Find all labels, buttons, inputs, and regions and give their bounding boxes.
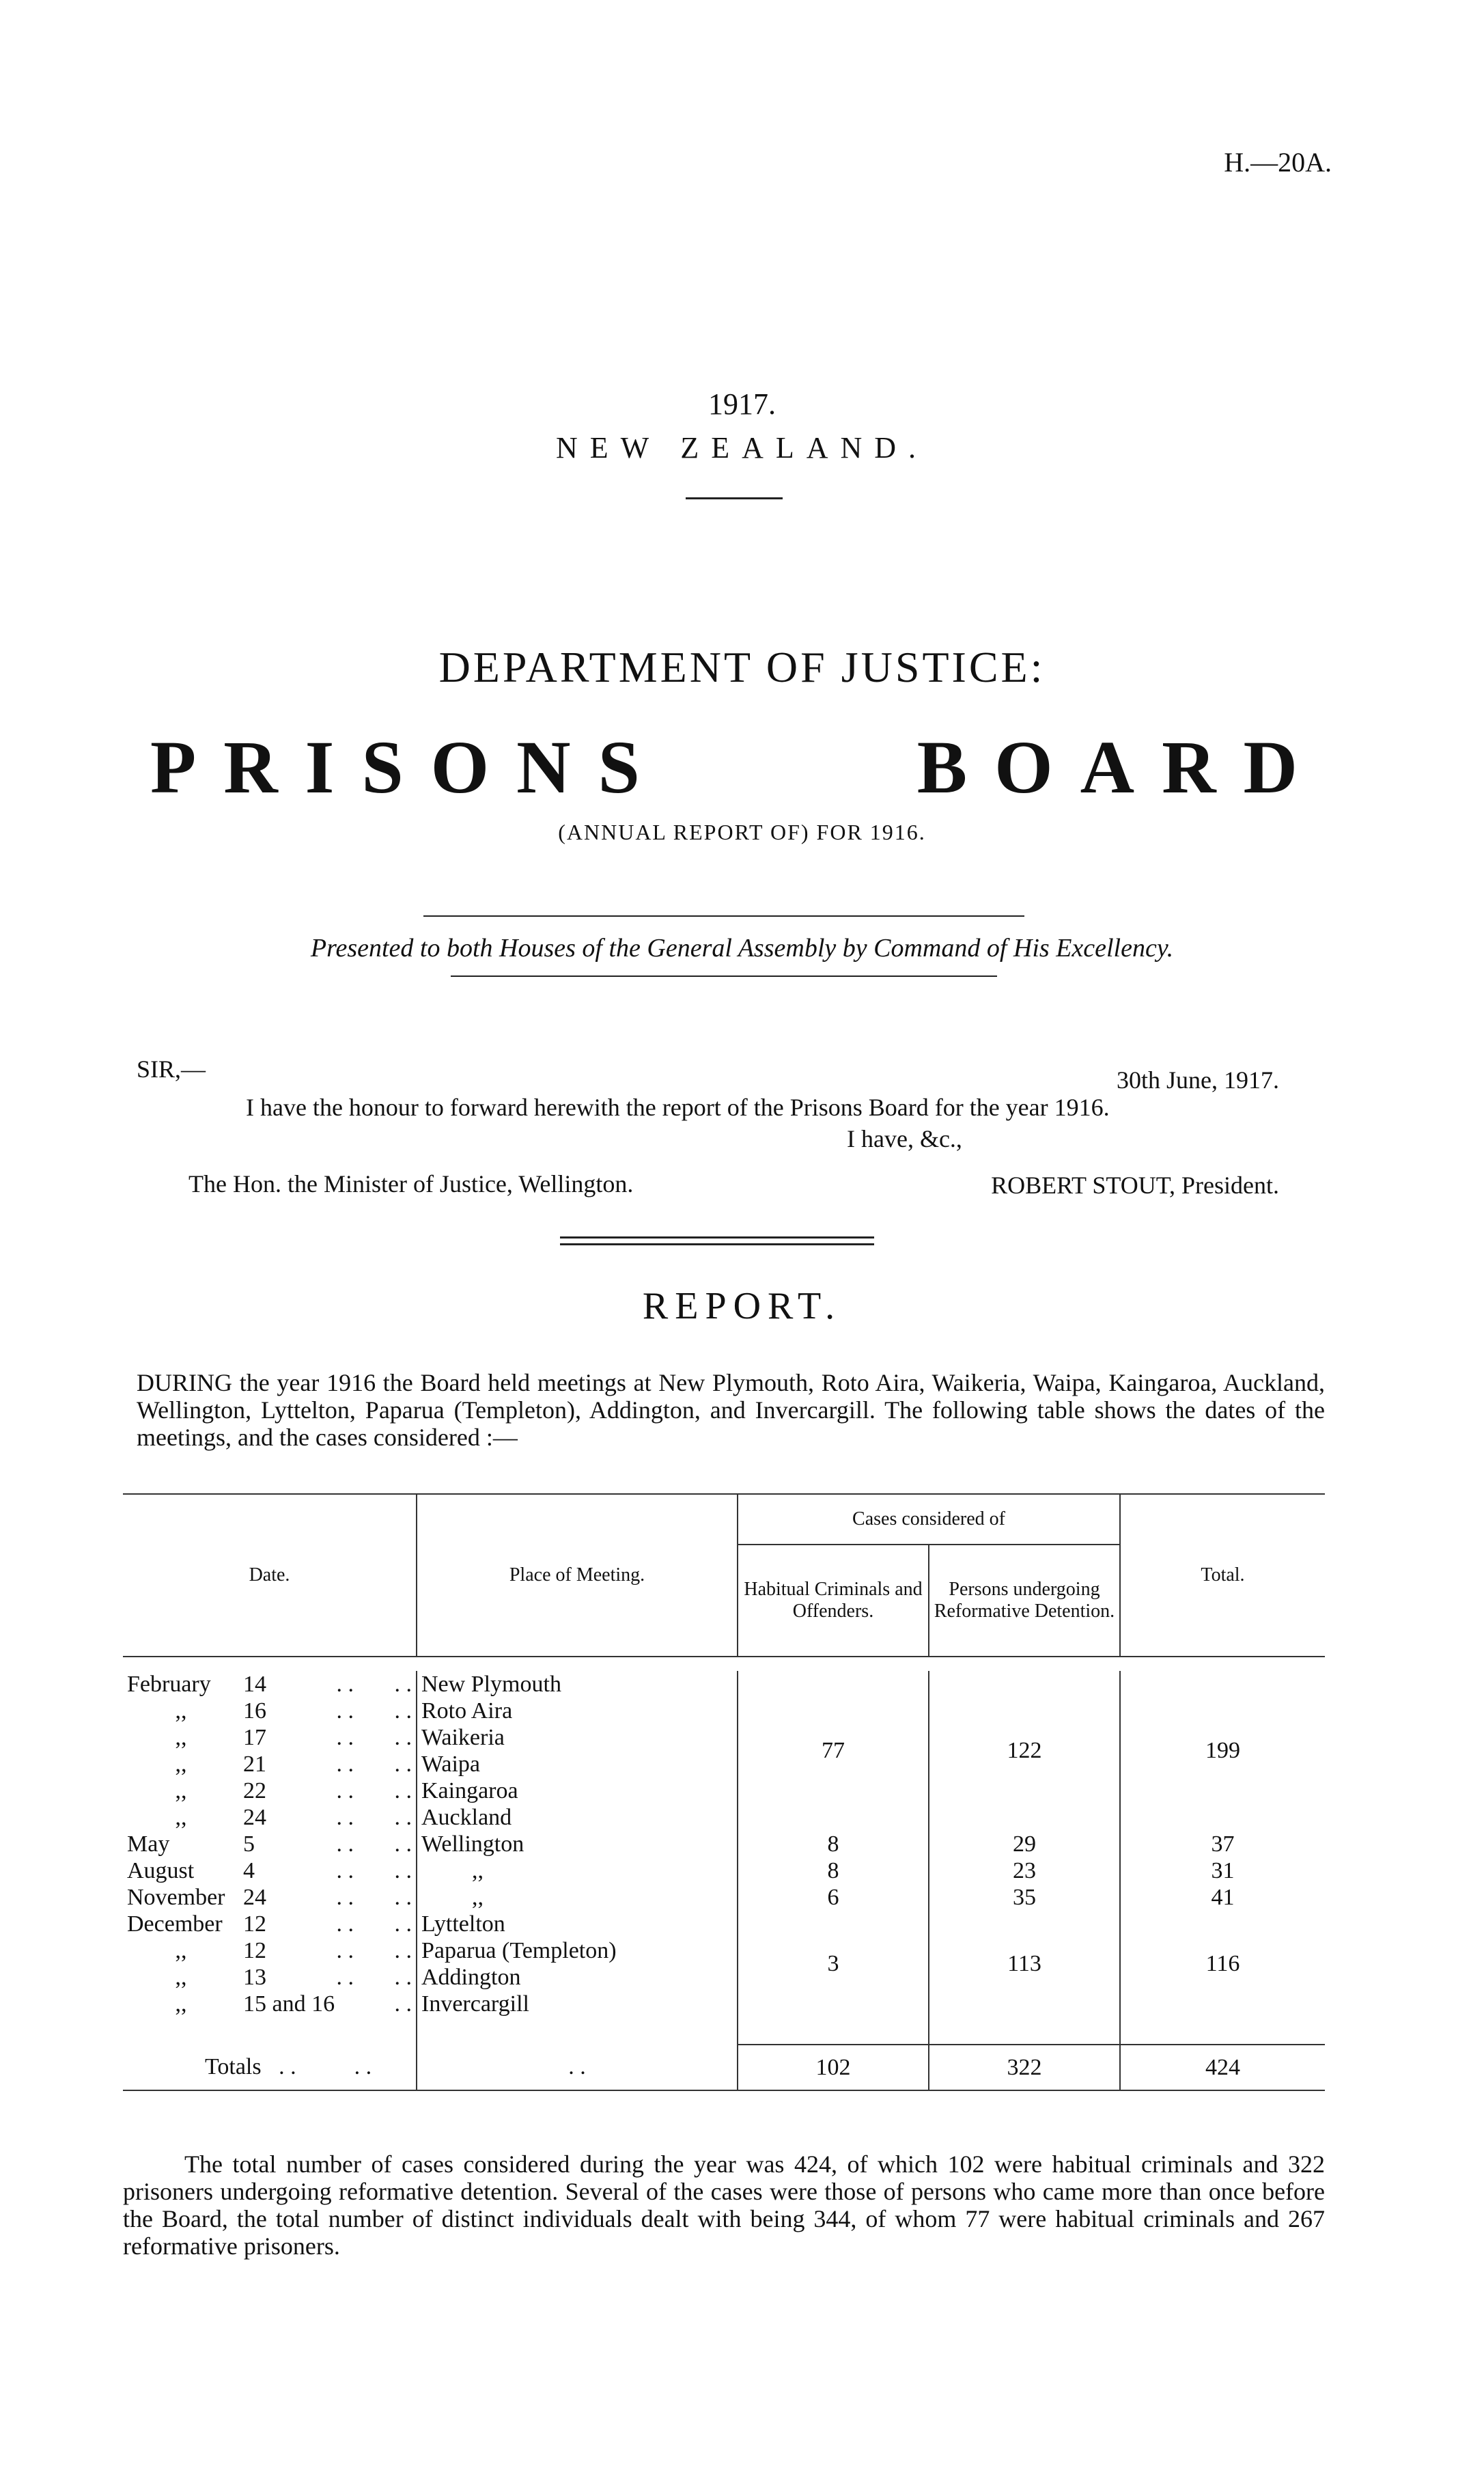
row-day: 17 . . . . — [243, 1724, 412, 1750]
table-row — [123, 1831, 1325, 1857]
report-subtitle: (ANNUAL REPORT OF) FOR 1916. — [558, 820, 926, 844]
report-summary-text: The total number of cases considered during the year was 424, of which 102 were habitual criminals and 322 prisoners undergoing reformative detention. Several of the cases were those of persons who came more than once before the Board, the total number of distinct individuals dealt with being 344, of whom 77 were habitual criminals and 267 reformative prisoners. — [123, 2150, 1325, 2260]
row-place: Invercargill — [417, 1991, 738, 2017]
row-place: Addington — [417, 1964, 738, 1991]
group-south-reformative: 113 — [929, 1911, 1120, 2017]
group-north-reformative: 122 — [929, 1671, 1120, 1831]
row-month: ,, — [175, 1991, 187, 2017]
row-month: ,, — [175, 1804, 187, 1830]
col-header-place: Place of Meeting. — [417, 1494, 738, 1657]
document-reference: H.—20A. — [1224, 147, 1332, 178]
table-row — [123, 1857, 1325, 1884]
col-header-reformative: Persons undergoing Reformative Detention. — [929, 1545, 1120, 1657]
col-header-total: Total. — [1120, 1494, 1325, 1657]
row-day: 13 . . . . — [243, 1964, 412, 1990]
row-habitual: 6 — [738, 1884, 929, 1911]
row-reformative: 29 — [929, 1831, 1120, 1857]
totals-habitual: 102 — [738, 2045, 929, 2090]
report-intro — [137, 1369, 1325, 1451]
row-day: 24 . . . . — [243, 1804, 412, 1830]
row-place: Lyttelton — [417, 1911, 738, 1937]
group-north-total: 199 — [1120, 1671, 1325, 1831]
row-month: ,, — [175, 1964, 187, 1990]
row-day: 15 and 16 . . — [243, 1991, 412, 2017]
totals-label: Totals . . . . — [205, 2054, 372, 2079]
divider — [451, 975, 997, 977]
row-place: Auckland — [417, 1804, 738, 1831]
letter-closing: I have, &c., — [847, 1125, 962, 1152]
letter-signature: ROBERT STOUT, President. — [991, 1172, 1279, 1199]
row-month: August — [127, 1857, 195, 1883]
divider — [423, 915, 1024, 917]
table-row — [123, 1911, 1325, 1937]
country-heading: NEW ZEALAND. — [555, 431, 929, 465]
row-day: 14 . . . . — [243, 1671, 412, 1697]
letter-body: I have the honour to forward herewith the report of the Prisons Board for the year 1916. — [246, 1094, 1110, 1121]
row-total: 37 — [1120, 1831, 1325, 1857]
presented-line: Presented to both Houses of the General Assembly by Command of His Excellency. — [310, 934, 1174, 963]
board-title-word-2: BOARD — [916, 725, 1325, 809]
table-row — [123, 1884, 1325, 1911]
row-day: 21 . . . . — [243, 1751, 412, 1777]
cases-table — [123, 1493, 1325, 2091]
col-header-date: Date. — [249, 1564, 290, 1586]
row-month: ,, — [175, 1937, 187, 1963]
row-month: ,, — [175, 1751, 187, 1777]
row-place: ,, — [417, 1884, 738, 1911]
letter-addressee: The Hon. the Minister of Justice, Wellington. — [188, 1170, 634, 1198]
divider — [560, 1236, 874, 1238]
divider — [686, 497, 783, 499]
report-heading: REPORT. — [642, 1285, 842, 1327]
row-total: 41 — [1120, 1884, 1325, 1911]
group-south-total: 116 — [1120, 1911, 1325, 2017]
row-place: Kaingaroa — [417, 1777, 738, 1804]
group-south-habitual: 3 — [738, 1911, 929, 2017]
row-month: May — [127, 1831, 170, 1857]
row-month: ,, — [175, 1777, 187, 1803]
row-month: December — [127, 1911, 223, 1937]
row-habitual: 8 — [738, 1831, 929, 1857]
report-summary — [123, 2150, 1325, 2260]
row-day: 12 . . . . — [243, 1937, 412, 1963]
totals-place: . . — [417, 2045, 738, 2090]
row-place: Waikeria — [417, 1724, 738, 1751]
row-place: Wellington — [417, 1831, 738, 1857]
letter-salutation: SIR,— — [137, 1055, 206, 1083]
row-reformative: 23 — [929, 1857, 1120, 1884]
row-day: 24 . . . . — [243, 1884, 412, 1910]
board-title-word-1: PRISONS — [150, 725, 667, 809]
row-total: 31 — [1120, 1857, 1325, 1884]
row-month: November — [127, 1884, 225, 1910]
row-month: ,, — [175, 1698, 187, 1724]
divider — [560, 1243, 874, 1245]
row-day: 16 . . . . — [243, 1698, 412, 1724]
group-north-habitual: 77 — [738, 1671, 929, 1831]
totals-row — [123, 2045, 1325, 2090]
letter-date: 30th June, 1917. — [1117, 1066, 1279, 1094]
col-header-group: Cases considered of — [738, 1494, 1120, 1545]
totals-reformative: 322 — [929, 2045, 1120, 2090]
row-day: 12 . . . . — [243, 1911, 412, 1937]
board-title — [150, 724, 1325, 811]
row-place: Roto Aira — [417, 1698, 738, 1724]
row-place: Paparua (Templeton) — [417, 1937, 738, 1964]
row-day: 22 . . . . — [243, 1777, 412, 1803]
report-intro-text: DURING the year 1916 the Board held meetings at New Plymouth, Roto Aira, Waikeria, Waipa, Kaingaroa, Auckland, Wellington, Lyttelton, Paparua (Templeton), Addington, and Invercargill. The following table shows the dates of the meetings, and the cases considered :— — [137, 1369, 1325, 1451]
row-place: New Plymouth — [417, 1671, 738, 1698]
row-day: 4 . . . . — [243, 1857, 412, 1883]
row-habitual: 8 — [738, 1857, 929, 1884]
department-title: DEPARTMENT OF JUSTICE: — [438, 643, 1046, 691]
row-place: Waipa — [417, 1751, 738, 1777]
row-month: ,, — [175, 1724, 187, 1750]
col-header-habitual: Habitual Criminals and Offenders. — [738, 1545, 929, 1657]
totals-total: 424 — [1120, 2045, 1325, 2090]
document-year: 1917. — [708, 387, 776, 421]
table-row — [123, 1671, 1325, 1698]
row-reformative: 35 — [929, 1884, 1120, 1911]
row-month: February — [127, 1671, 211, 1697]
row-day: 5 . . . . — [243, 1831, 412, 1857]
row-place: ,, — [417, 1857, 738, 1884]
